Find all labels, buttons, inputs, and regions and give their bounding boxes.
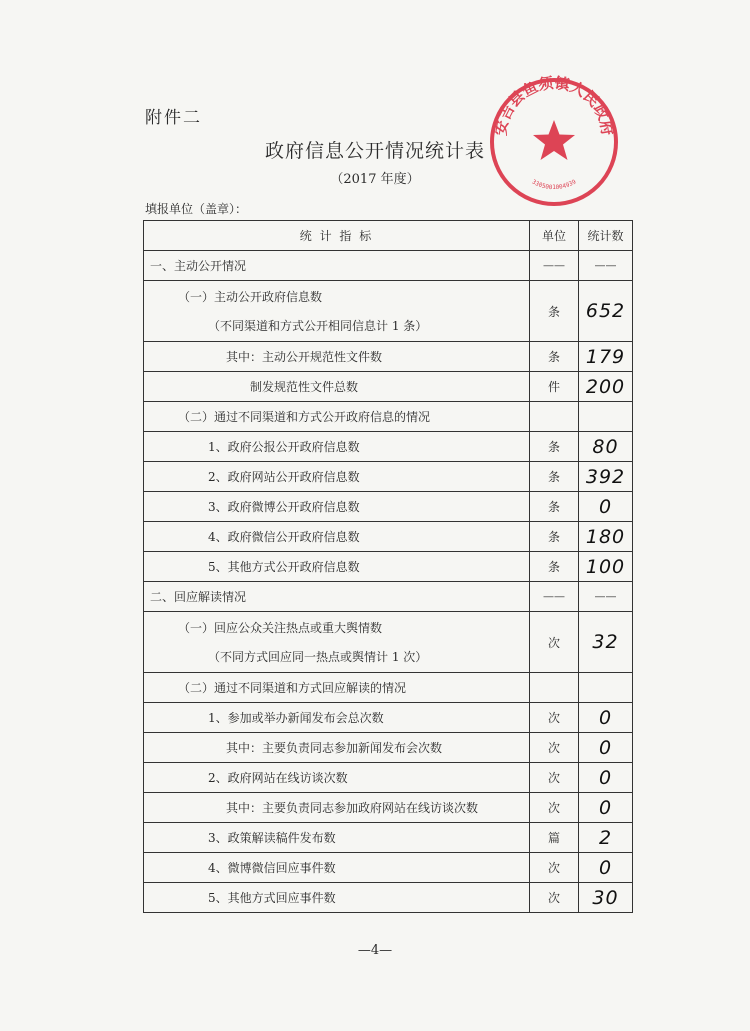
row-value: 80 <box>579 432 633 462</box>
table-row <box>144 582 633 612</box>
table-row <box>144 823 633 853</box>
row-value: 200 <box>579 372 633 402</box>
row-value: 0 <box>579 853 633 883</box>
table-row <box>144 492 633 522</box>
table-row <box>144 733 633 763</box>
row-value: 0 <box>579 492 633 522</box>
row-label: 2、政府网站公开政府信息数 <box>144 462 530 492</box>
row-label: 5、其他方式回应事件数 <box>144 883 530 913</box>
table-row <box>144 612 633 673</box>
row-label: （二）通过不同渠道和方式回应解读的情况 <box>144 673 530 703</box>
table-row <box>144 673 633 703</box>
row-label-main: （一）主动公开政府信息数 <box>178 290 323 304</box>
row-unit: 件 <box>530 372 579 402</box>
page-number: —4— <box>357 943 393 958</box>
row-unit: 条 <box>530 281 579 342</box>
row-value <box>579 402 633 432</box>
row-unit <box>530 673 579 703</box>
row-unit: 次 <box>530 883 579 913</box>
row-unit <box>530 402 579 432</box>
row-label: 1、政府公报公开政府信息数 <box>144 432 530 462</box>
row-label <box>144 612 530 673</box>
row-value: 2 <box>579 823 633 853</box>
table-row <box>144 703 633 733</box>
table-row <box>144 522 633 552</box>
row-unit: 次 <box>530 733 579 763</box>
header-unit: 单位 <box>530 221 579 251</box>
row-unit: —— <box>530 582 579 612</box>
row-value: 0 <box>579 703 633 733</box>
table-row <box>144 402 633 432</box>
seal-text: 安吉县鱼须镇人民政府 <box>491 73 617 137</box>
row-unit: 条 <box>530 522 579 552</box>
table-row <box>144 853 633 883</box>
attachment-label: 附件二 <box>145 108 202 128</box>
table-row <box>144 372 633 402</box>
year-subtitle: （2017 年度） <box>330 172 420 187</box>
row-label: 1、参加或举办新闻发布会总次数 <box>144 703 530 733</box>
table-row <box>144 462 633 492</box>
row-label-note: （不同方式回应同一热点或舆情计 1 次） <box>208 650 428 664</box>
row-unit: 条 <box>530 462 579 492</box>
row-value: 30 <box>579 883 633 913</box>
header-count: 统计数 <box>579 221 633 251</box>
row-value: 0 <box>579 733 633 763</box>
table-row <box>144 552 633 582</box>
table-row <box>144 432 633 462</box>
row-value <box>579 673 633 703</box>
row-value: 179 <box>579 342 633 372</box>
table-row <box>144 342 633 372</box>
row-label: （二）通过不同渠道和方式公开政府信息的情况 <box>144 402 530 432</box>
row-label: 其中：主要负责同志参加新闻发布会次数 <box>144 733 530 763</box>
table-row <box>144 883 633 913</box>
header-indicator: 统 计 指 标 <box>144 221 530 251</box>
row-label <box>144 281 530 342</box>
row-value: 0 <box>579 793 633 823</box>
row-value: 0 <box>579 763 633 793</box>
official-seal-icon <box>484 72 624 212</box>
row-label: 2、政府网站在线访谈次数 <box>144 763 530 793</box>
row-value: 180 <box>579 522 633 552</box>
table-row <box>144 251 633 281</box>
row-label: 3、政府微博公开政府信息数 <box>144 492 530 522</box>
row-label: 制发规范性文件总数 <box>144 372 530 402</box>
page-title: 政府信息公开情况统计表 <box>264 140 485 162</box>
row-value: 100 <box>579 552 633 582</box>
row-label: 4、政府微信公开政府信息数 <box>144 522 530 552</box>
row-unit: 条 <box>530 432 579 462</box>
row-unit: 次 <box>530 612 579 673</box>
row-label-main: （一）回应公众关注热点或重大舆情数 <box>178 621 383 635</box>
row-value: 32 <box>579 612 633 673</box>
row-unit: 条 <box>530 342 579 372</box>
row-label: 5、其他方式公开政府信息数 <box>144 552 530 582</box>
row-unit: 次 <box>530 703 579 733</box>
table-row <box>144 793 633 823</box>
row-unit: 篇 <box>530 823 579 853</box>
row-unit: —— <box>530 251 579 281</box>
row-label-note: （不同渠道和方式公开相同信息计 1 条） <box>208 319 428 333</box>
seal-star-icon <box>533 120 575 160</box>
row-unit: 次 <box>530 763 579 793</box>
row-label: 二、回应解读情况 <box>144 582 530 612</box>
row-label: 4、微博微信回应事件数 <box>144 853 530 883</box>
seal-code: 3305001004939 <box>530 178 578 192</box>
row-value: —— <box>579 582 633 612</box>
row-value: 392 <box>579 462 633 492</box>
svg-text:3305001004939 <box>531 178 578 191</box>
row-label: 3、政策解读稿件发布数 <box>144 823 530 853</box>
table-header-row <box>144 221 633 251</box>
row-unit: 次 <box>530 853 579 883</box>
statistics-table <box>143 220 633 913</box>
row-label: 其中：主动公开规范性文件数 <box>144 342 530 372</box>
reporting-unit-label: 填报单位（盖章）： <box>145 202 248 216</box>
row-value: —— <box>579 251 633 281</box>
row-label: 其中：主要负责同志参加政府网站在线访谈次数 <box>144 793 530 823</box>
table-row <box>144 281 633 342</box>
row-unit: 次 <box>530 793 579 823</box>
row-value: 652 <box>579 281 633 342</box>
row-unit: 条 <box>530 552 579 582</box>
row-label: 一、主动公开情况 <box>144 251 530 281</box>
table-row <box>144 763 633 793</box>
row-unit: 条 <box>530 492 579 522</box>
